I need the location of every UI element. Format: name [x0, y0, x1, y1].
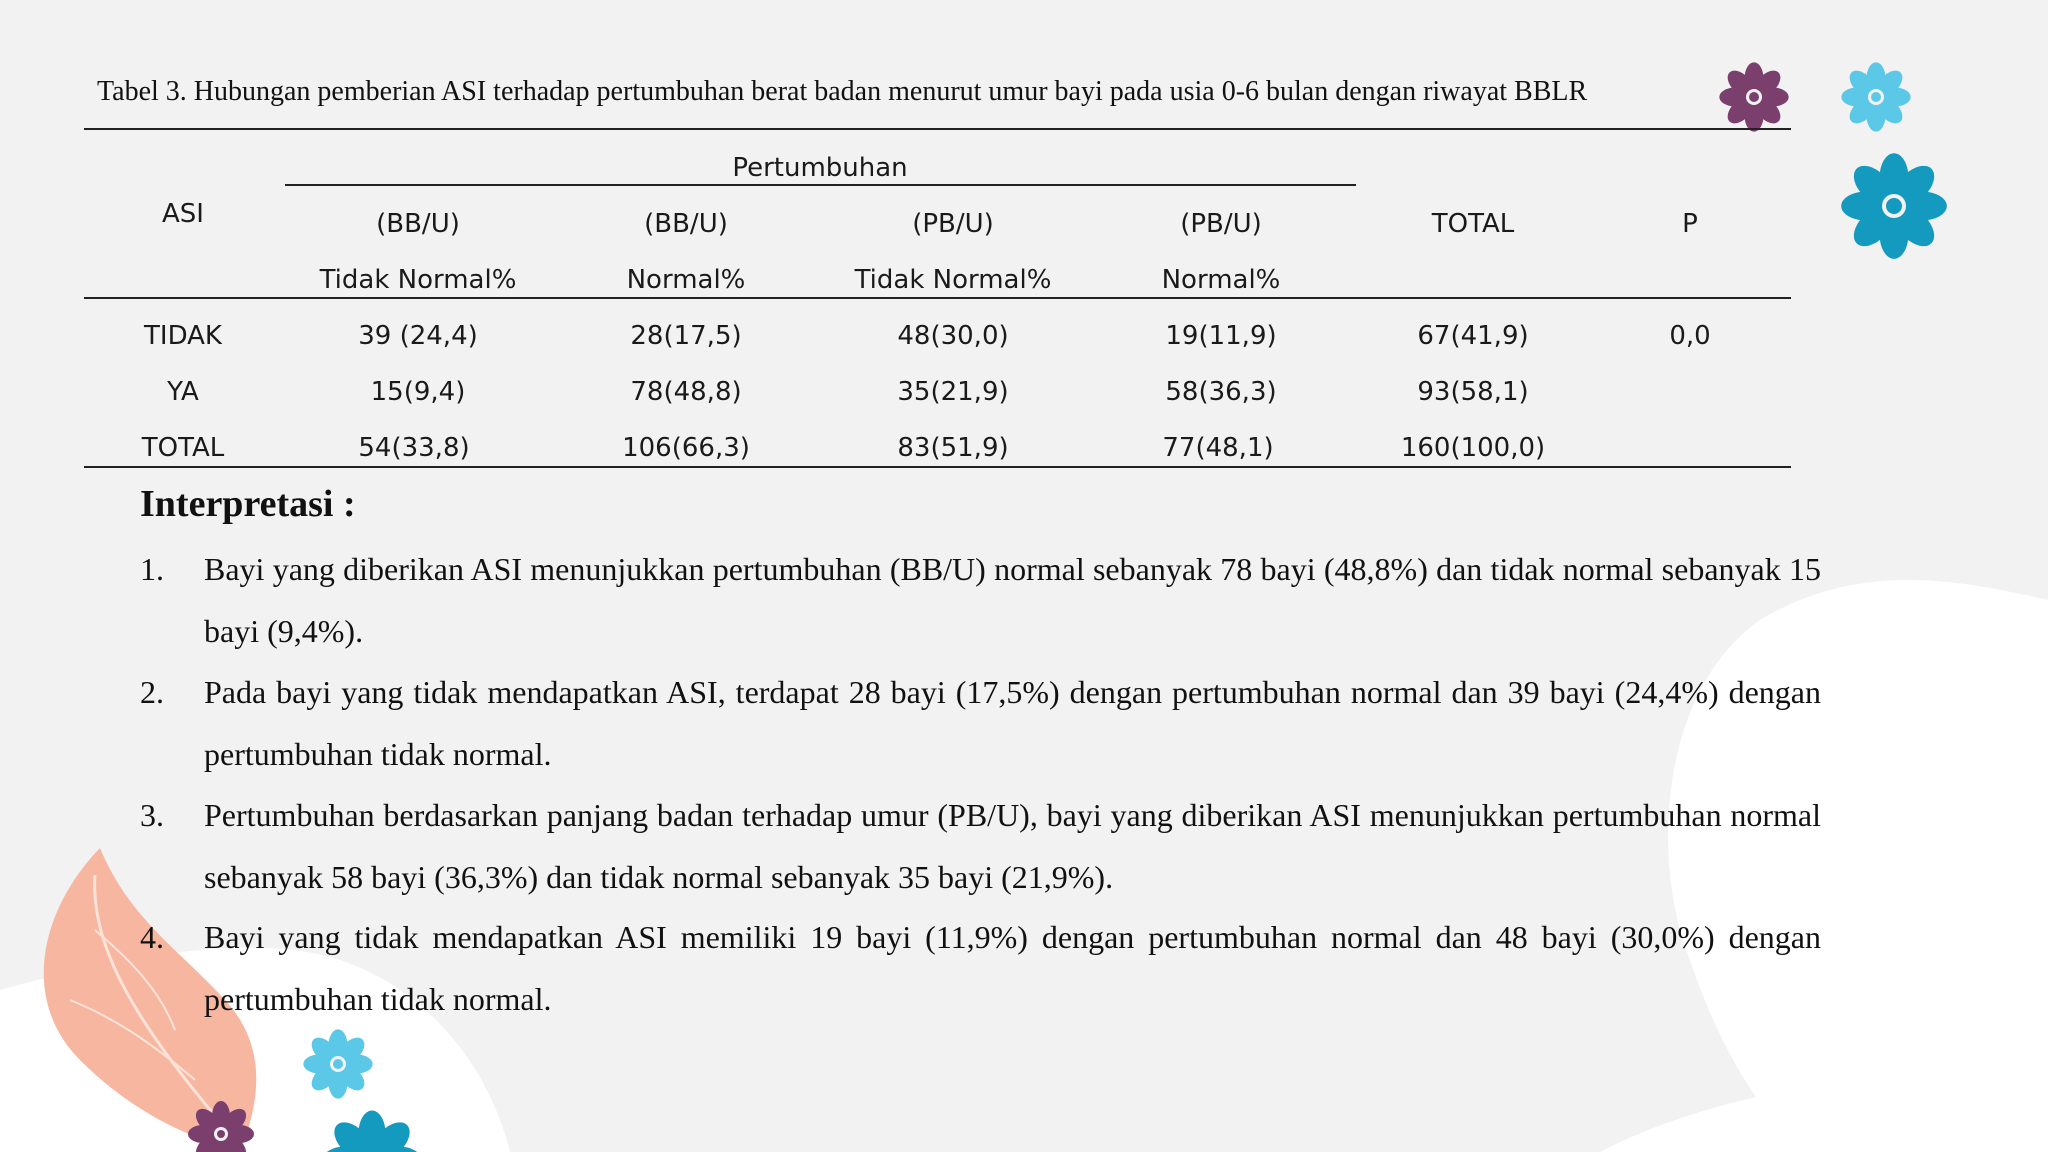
subheader-4-top: (PB/U) — [1180, 209, 1262, 239]
row-tidak-label: TIDAK — [144, 321, 222, 351]
subheader-4-bottom: Normal% — [1161, 265, 1281, 295]
row-ya-c4: 58(36,3) — [1165, 377, 1277, 407]
light-blue-flower-icon — [1841, 62, 1910, 131]
row-ya-label: YA — [167, 377, 199, 407]
row-tidak-c4: 19(11,9) — [1165, 321, 1277, 351]
row-ya-c1: 15(9,4) — [370, 377, 466, 407]
interpretation-item-4 — [140, 906, 1821, 1030]
row-total-c1: 54(33,8) — [358, 433, 470, 463]
header-pertumbuhan: Pertumbuhan — [732, 153, 908, 183]
table-caption: Tabel 3. Hubungan pemberian ASI terhadap pertumbuhan berat badan menurut umur bayi pada usia 0-6 bulan dengan riwayat BBLR — [97, 76, 1588, 107]
purple-flower-icon — [1719, 62, 1788, 131]
header-asi: ASI — [162, 199, 204, 229]
row-tidak-p: 0,0 — [1669, 321, 1711, 351]
row-total-label: TOTAL — [141, 433, 225, 463]
row-tidak-c1: 39 (24,4) — [358, 321, 478, 351]
subheader-1-bottom: Tidak Normal% — [319, 265, 517, 295]
table-bottom-rule — [84, 466, 1791, 468]
item-text: Bayi yang tidak mendapatkan ASI memiliki 19 bayi (11,9%) dengan pertumbuhan normal dan 48 bayi (30,0%) dengan pertumbuhan tidak normal. — [204, 919, 1821, 1017]
subheader-3-top: (PB/U) — [912, 209, 994, 239]
interpretation-item-3 — [140, 784, 1821, 908]
table-top-rule — [84, 128, 1791, 130]
item-number: 3. — [140, 797, 164, 833]
row-total-c4: 77(48,1) — [1162, 433, 1274, 463]
item-number: 2. — [140, 674, 164, 710]
white-blob-bottom-right — [1600, 1080, 2048, 1152]
item-text: Pada bayi yang tidak mendapatkan ASI, terdapat 28 bayi (17,5%) dengan pertumbuhan normal dan 39 bayi (24,4%) dengan pertumbuhan tidak normal. — [204, 674, 1821, 772]
row-tidak-c3: 48(30,0) — [897, 321, 1009, 351]
row-tidak-total: 67(41,9) — [1417, 321, 1529, 351]
interpretation-item-2 — [140, 661, 1821, 785]
header-total: TOTAL — [1431, 209, 1515, 239]
light-blue-flower-small-icon — [303, 1029, 372, 1098]
item-text: Pertumbuhan berdasarkan panjang badan terhadap umur (PB/U), bayi yang diberikan ASI menunjukkan pertumbuhan normal sebanyak 58 bayi (36,3%) dan tidak normal sebanyak 35 bayi (21,9%). — [204, 797, 1821, 895]
item-number: 4. — [140, 919, 164, 955]
subheader-2-top: (BB/U) — [644, 209, 728, 239]
row-ya-c2: 78(48,8) — [630, 377, 742, 407]
item-text: Bayi yang diberikan ASI menunjukkan pertumbuhan (BB/U) normal sebanyak 78 bayi (48,8%) dan tidak normal sebanyak 15 bayi (9,4%). — [204, 551, 1821, 649]
item-number: 1. — [140, 551, 164, 587]
subheader-3-bottom: Tidak Normal% — [854, 265, 1052, 295]
subheader-1-top: (BB/U) — [376, 209, 460, 239]
row-total-total: 160(100,0) — [1400, 433, 1546, 463]
subheader-2-bottom: Normal% — [626, 265, 746, 295]
header-bottom-rule — [84, 297, 1791, 299]
teal-flower-icon — [1841, 153, 1947, 259]
row-tidak-c2: 28(17,5) — [630, 321, 742, 351]
header-p: P — [1682, 209, 1698, 239]
row-total-c2: 106(66,3) — [622, 433, 750, 463]
row-ya-c3: 35(21,9) — [897, 377, 1009, 407]
group-header-rule — [285, 184, 1356, 186]
interpretation-title: Interpretasi : — [140, 483, 356, 525]
row-ya-total: 93(58,1) — [1417, 377, 1529, 407]
row-total-c3: 83(51,9) — [897, 433, 1009, 463]
interpretation-item-1 — [140, 538, 1821, 662]
